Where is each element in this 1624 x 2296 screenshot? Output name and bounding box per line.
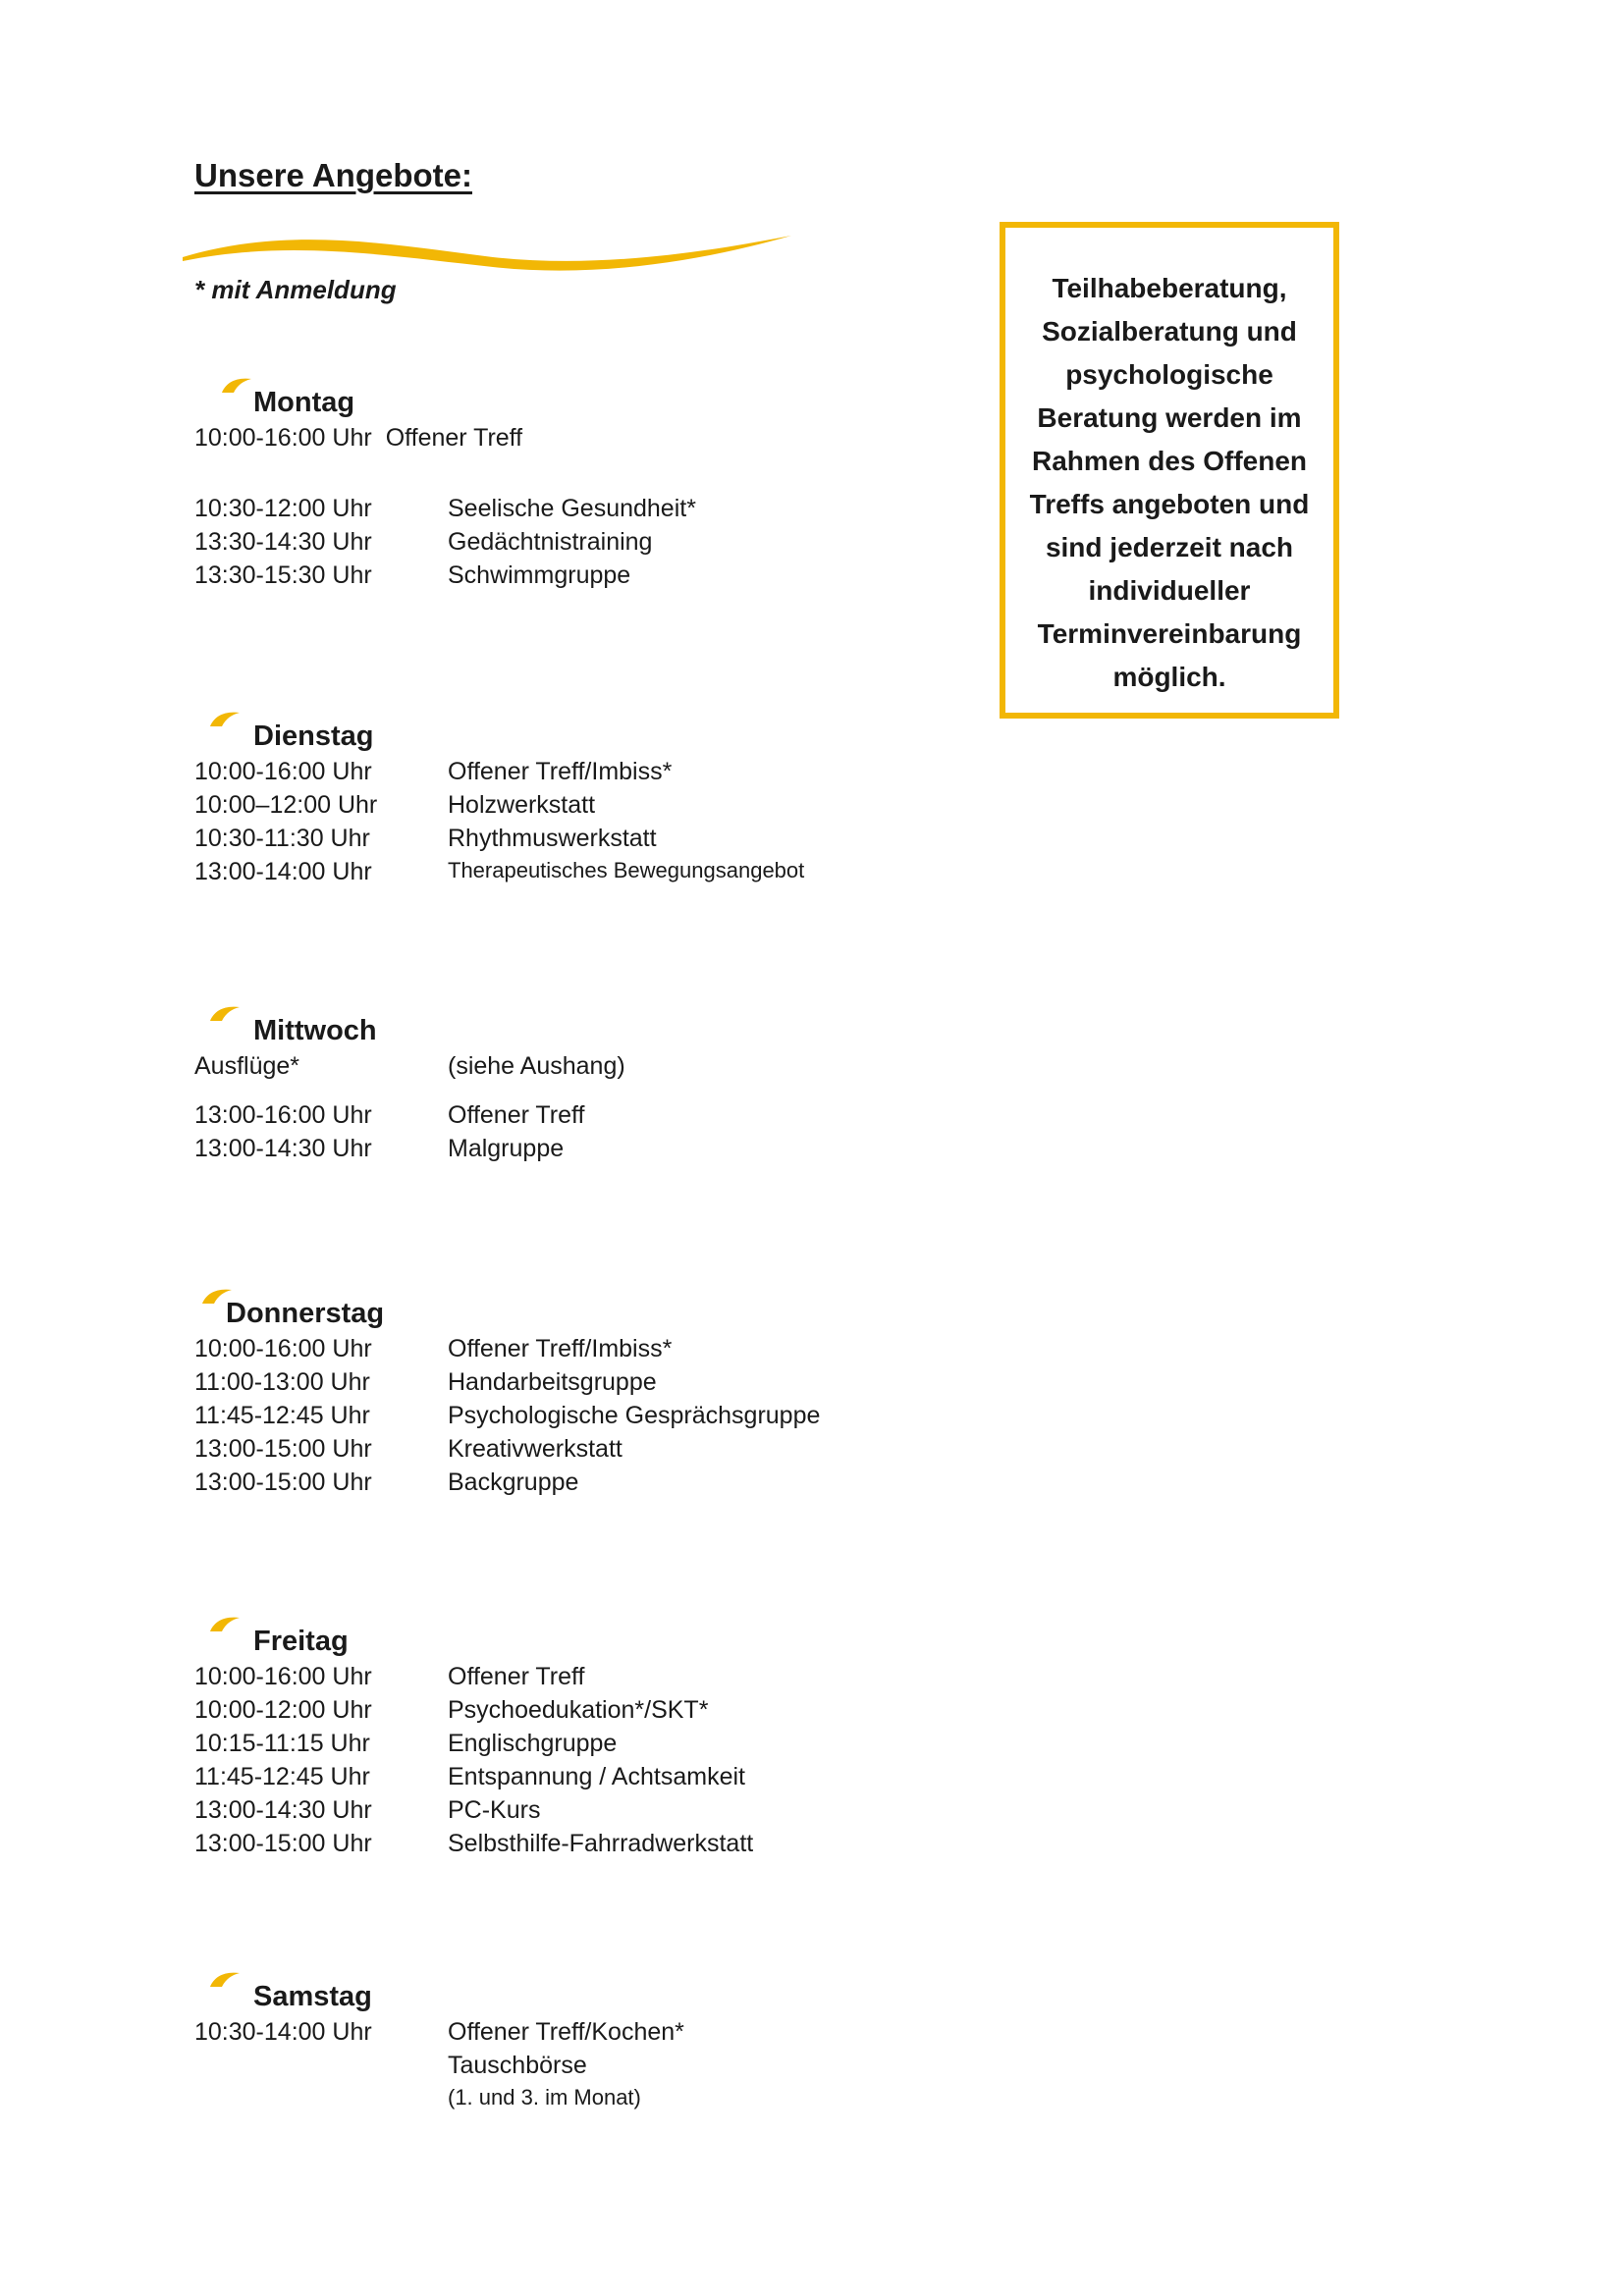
schedule-row bbox=[194, 2052, 980, 2085]
schedule-row bbox=[194, 1763, 980, 1796]
schedule-activity: Malgruppe bbox=[448, 1135, 565, 1162]
day-title: Freitag bbox=[253, 1626, 349, 1657]
schedule-time: 13:00-15:00 Uhr bbox=[194, 1830, 372, 1857]
schedule-activity: Offener Treff bbox=[448, 1663, 585, 1690]
day-header bbox=[194, 1003, 980, 1052]
schedule-activity: Backgruppe bbox=[448, 1468, 579, 1496]
schedule-time: 11:00-13:00 Uhr bbox=[194, 1368, 370, 1396]
schedule-time: 13:30-15:30 Uhr bbox=[194, 561, 372, 589]
schedule-time: 10:00-16:00 Uhr bbox=[194, 1663, 372, 1690]
schedule-activity: PC-Kurs bbox=[448, 1796, 541, 1824]
day-section-mittwoch bbox=[194, 1003, 980, 1168]
day-header bbox=[194, 1286, 980, 1335]
day-section-donnerstag bbox=[194, 1286, 980, 1502]
schedule-time: 13:00-14:30 Uhr bbox=[194, 1135, 372, 1162]
schedule-time: Ausflüge* bbox=[194, 1052, 300, 1080]
schedule-row bbox=[194, 1730, 980, 1763]
schedule-activity: Kreativwerkstatt bbox=[448, 1435, 623, 1463]
schedule-time: 10:00-12:00 Uhr bbox=[194, 1696, 372, 1724]
schedule-row bbox=[194, 1663, 980, 1696]
schedule-activity: Offener Treff/Kochen* bbox=[448, 2018, 684, 2046]
schedule-row bbox=[194, 758, 980, 791]
day-header bbox=[194, 375, 980, 424]
schedule-activity: Holzwerkstatt bbox=[448, 791, 596, 819]
registration-note: * mit Anmeldung bbox=[194, 275, 397, 304]
day-header bbox=[194, 709, 980, 758]
schedule-row bbox=[194, 1830, 980, 1863]
schedule-row bbox=[194, 1052, 980, 1086]
schedule-activity: Offener Treff bbox=[448, 1101, 585, 1129]
schedule-activity: Englischgruppe bbox=[448, 1730, 618, 1757]
schedule-row bbox=[194, 424, 980, 457]
day-section-dienstag bbox=[194, 709, 980, 891]
schedule-time: 11:45-12:45 Uhr bbox=[194, 1402, 370, 1429]
schedule-time: 13:00-14:00 Uhr bbox=[194, 858, 372, 885]
schedule-row bbox=[194, 1402, 980, 1435]
schedule-row bbox=[194, 1135, 980, 1168]
schedule-time: 10:30-14:00 Uhr bbox=[194, 2018, 372, 2046]
schedule-row bbox=[194, 1468, 980, 1502]
schedule-time: 11:45-12:45 Uhr bbox=[194, 1763, 370, 1790]
schedule-activity: Offener Treff bbox=[385, 424, 523, 452]
info-box-text: Teilhabeberatung, Sozialberatung und psychologische Beratung werden im Rahmen des Offenen Treffs angeboten und sind jederzeit nach individueller Terminvereinbarung möglich. bbox=[1029, 273, 1310, 692]
schedule-activity: Schwimmgruppe bbox=[448, 561, 631, 589]
schedule-time: 13:00-16:00 Uhr bbox=[194, 1101, 372, 1129]
schedule-row bbox=[194, 1335, 980, 1368]
schedule-row bbox=[194, 1368, 980, 1402]
schedule-activity: Offener Treff/Imbiss* bbox=[448, 758, 673, 785]
schedule-row bbox=[194, 1696, 980, 1730]
schedule-activity: Gedächtnistraining bbox=[448, 528, 653, 556]
schedule-activity: Offener Treff/Imbiss* bbox=[448, 1335, 673, 1362]
schedule-activity: Psychoedukation*/SKT* bbox=[448, 1696, 709, 1724]
schedule-row bbox=[194, 825, 980, 858]
accent-brush-icon bbox=[220, 375, 253, 397]
schedule-time: 10:30-11:30 Uhr bbox=[194, 825, 370, 852]
day-title: Montag bbox=[253, 387, 355, 418]
accent-brush-icon bbox=[208, 1614, 242, 1635]
schedule-time: 10:00-16:00 Uhr bbox=[194, 1335, 372, 1362]
schedule-time: 10:15-11:15 Uhr bbox=[194, 1730, 370, 1757]
schedule-activity: Tauschbörse bbox=[448, 2052, 587, 2079]
accent-brush-icon bbox=[208, 709, 242, 730]
schedule-row bbox=[194, 1435, 980, 1468]
schedule-row bbox=[194, 791, 980, 825]
schedule-time: 10:30-12:00 Uhr bbox=[194, 495, 372, 522]
decorative-swoosh bbox=[179, 224, 797, 273]
schedule-time: 10:00–12:00 Uhr bbox=[194, 791, 378, 819]
accent-brush-icon bbox=[208, 1003, 242, 1025]
day-section-montag bbox=[194, 375, 980, 595]
day-section-samstag bbox=[194, 1969, 980, 2114]
schedule-activity: Handarbeitsgruppe bbox=[448, 1368, 657, 1396]
day-header bbox=[194, 1614, 980, 1663]
schedule-row bbox=[194, 1796, 980, 1830]
schedule-sub-note bbox=[194, 2085, 980, 2114]
schedule-time: 13:00-15:00 Uhr bbox=[194, 1435, 372, 1463]
schedule-activity: Rhythmuswerkstatt bbox=[448, 825, 657, 852]
day-title: Dienstag bbox=[253, 721, 374, 752]
schedule-time: 13:00-15:00 Uhr bbox=[194, 1468, 372, 1496]
schedule-sub-note-text: (1. und 3. im Monat) bbox=[448, 2085, 641, 2109]
schedule-activity: Selbsthilfe-Fahrradwerkstatt bbox=[448, 1830, 754, 1857]
schedule-activity: Therapeutisches Bewegungsangebot bbox=[448, 858, 805, 882]
schedule-time: 13:00-14:30 Uhr bbox=[194, 1796, 372, 1824]
day-header bbox=[194, 1969, 980, 2018]
schedule-activity: Entspannung / Achtsamkeit bbox=[448, 1763, 745, 1790]
page-title: Unsere Angebote: bbox=[194, 157, 472, 193]
accent-brush-icon bbox=[208, 1969, 242, 1991]
schedule-activity: Seelische Gesundheit* bbox=[448, 495, 696, 522]
schedule-time: 13:30-14:30 Uhr bbox=[194, 528, 372, 556]
schedule-time: 10:00-16:00 Uhr bbox=[194, 758, 372, 785]
day-title: Donnerstag bbox=[226, 1298, 385, 1329]
day-title: Mittwoch bbox=[253, 1015, 377, 1046]
schedule-activity: Psychologische Gesprächsgruppe bbox=[448, 1402, 821, 1429]
schedule-row bbox=[194, 2018, 980, 2052]
schedule-time: 10:00-16:00 Uhr bbox=[194, 424, 372, 452]
schedule-row bbox=[194, 528, 980, 561]
schedule-row bbox=[194, 495, 980, 528]
schedule-row bbox=[194, 561, 980, 595]
info-box bbox=[1000, 222, 1339, 719]
schedule-row bbox=[194, 858, 980, 891]
day-title: Samstag bbox=[253, 1981, 372, 2012]
schedule-activity: (siehe Aushang) bbox=[448, 1052, 625, 1080]
schedule-row bbox=[194, 1101, 980, 1135]
day-section-freitag bbox=[194, 1614, 980, 1863]
